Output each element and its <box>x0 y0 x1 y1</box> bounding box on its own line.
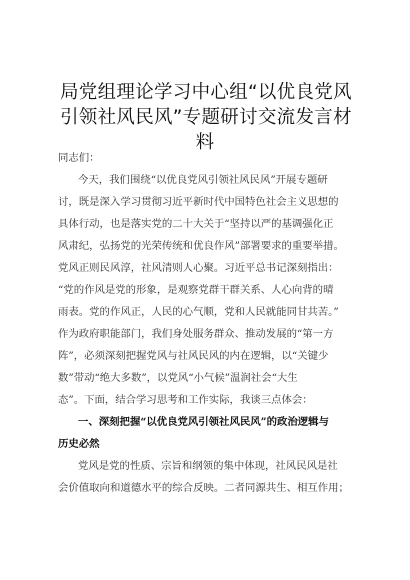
title-line: 局党组理论学习中心组“以优良党风 <box>60 82 352 103</box>
paragraph-line: 会价值取向和道德水平的综合反映。二者同源共生、相互作用； <box>58 482 349 494</box>
paragraph-line: 风肃纪，弘扬党的光荣传统和优良作风”部署要求的重要举措。 <box>58 240 344 252</box>
title-line: 引领社风民风”专题研讨交流发言材 <box>60 107 352 128</box>
salutation: 同志们： <box>58 152 100 164</box>
paragraph-line: 具体行动，也是落实党的二十大关于“坚持以严的基调强化正 <box>58 218 334 230</box>
paragraph-line: 作为政府职能部门，我们身处服务群众、推动发展的“第一方 <box>58 328 334 340</box>
paragraph-line: 今天，我们围绕“以优良党风引领社风民风”开展专题研 <box>78 174 328 186</box>
paragraph-line: 党风是党的性质、宗旨和纲领的集中体现，社风民风是社 <box>78 460 338 472</box>
paragraph-line: 雨表。党的作风正，人民的心气顺，党和人民就能同甘共苦。” <box>58 306 339 318</box>
paragraph-line: 态”。下面，结合学习思考和工作实际，我谈三点体会： <box>58 394 313 406</box>
section-heading: 一、深刻把握“以优良党风引领社风民风”的政治逻辑与 <box>78 416 329 428</box>
paragraph-line: 党风正则民风淳，社风清则人心聚。习近平总书记深刻指出： <box>58 262 339 274</box>
document-title <box>60 80 350 155</box>
paragraph-line: “党的作风是党的形象，是观察党群干群关系、人心向背的晴 <box>58 284 334 296</box>
section-heading: 历史必然 <box>58 438 100 450</box>
paragraph-line: 讨，既是深入学习贯彻习近平新时代中国特色社会主义思想的 <box>58 196 339 208</box>
title-line: 料 <box>195 132 215 153</box>
paragraph-line: 阵”，必须深刻把握党风与社风民风的内在逻辑，以“关键少 <box>58 350 329 362</box>
paragraph-line: 数”带动“绝大多数”，以党风“小气候”温润社会“大生 <box>58 372 298 384</box>
